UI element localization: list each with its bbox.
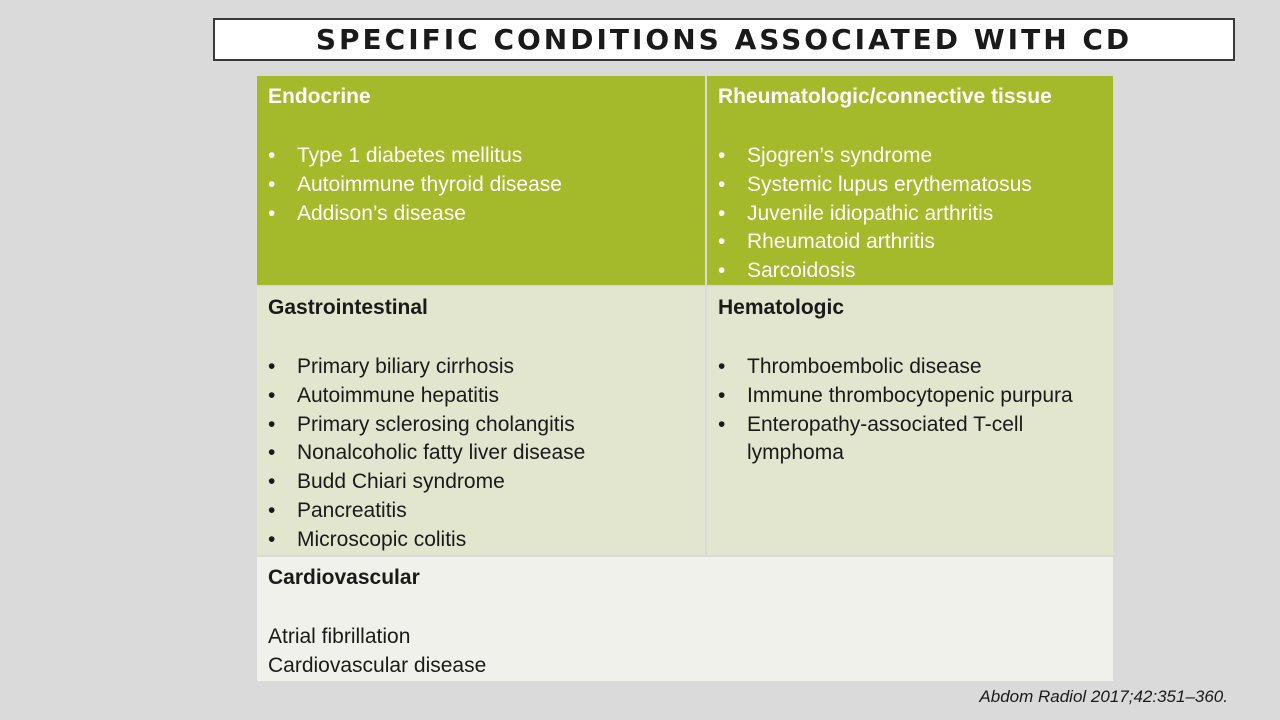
- list-item: • Primary sclerosing cholangitis: [268, 411, 695, 440]
- list-item: • Immune thrombocytopenic purpura: [718, 382, 1103, 411]
- list-item: • Sjogren’s syndrome: [718, 142, 1103, 171]
- cell-cardiovascular: [257, 557, 1113, 681]
- list-item: • Addison’s disease: [268, 200, 695, 229]
- list-item: • Systemic lupus erythematosus: [718, 171, 1103, 200]
- list-endocrine: [268, 142, 695, 228]
- list-item: • Primary biliary cirrhosis: [268, 353, 695, 382]
- cell-hematologic: [707, 287, 1113, 555]
- cell-endocrine: [257, 76, 705, 285]
- list-item: • Type 1 diabetes mellitus: [268, 142, 695, 171]
- list-item: • Rheumatoid arthritis: [718, 228, 1103, 257]
- cell-heading-rheumatologic: Rheumatologic/connective tissue: [718, 85, 1052, 108]
- cell-heading-gastrointestinal: Gastrointestinal: [268, 296, 428, 319]
- list-item: • Juvenile idiopathic arthritis: [718, 200, 1103, 229]
- cell-rheumatologic: [707, 76, 1113, 285]
- list-item: • Autoimmune hepatitis: [268, 382, 695, 411]
- list-rheumatologic: [718, 142, 1103, 286]
- cell-heading-cardiovascular: Cardiovascular: [268, 566, 420, 589]
- cell-heading-endocrine: Endocrine: [268, 85, 371, 108]
- list-item: • Pancreatitis: [268, 497, 695, 526]
- list-hematologic: [718, 353, 1103, 468]
- list-cardiovascular: [268, 623, 1103, 681]
- list-item: • Thromboembolic disease: [718, 353, 1103, 382]
- list-item: Atrial fibrillation: [268, 625, 411, 648]
- slide-title-box: [213, 18, 1235, 61]
- citation: Abdom Radiol 2017;42:351–360.: [979, 687, 1228, 706]
- list-item: • Budd Chiari syndrome: [268, 468, 695, 497]
- list-gastrointestinal: [268, 353, 695, 555]
- conditions-table: [257, 76, 1113, 681]
- list-item: • Sarcoidosis: [718, 257, 1103, 286]
- list-item: • Autoimmune thyroid disease: [268, 171, 695, 200]
- list-item: • Nonalcoholic fatty liver disease: [268, 439, 695, 468]
- cell-heading-hematologic: Hematologic: [718, 296, 845, 319]
- list-item: • Microscopic colitis: [268, 526, 695, 555]
- slide-title: SPECIFIC CONDITIONS ASSOCIATED WITH CD: [315, 23, 1133, 56]
- list-item: Cardiovascular disease: [268, 653, 487, 677]
- list-item: • Enteropathy-associated T-cell lymphoma: [718, 411, 1103, 469]
- cell-gastrointestinal: [257, 287, 705, 555]
